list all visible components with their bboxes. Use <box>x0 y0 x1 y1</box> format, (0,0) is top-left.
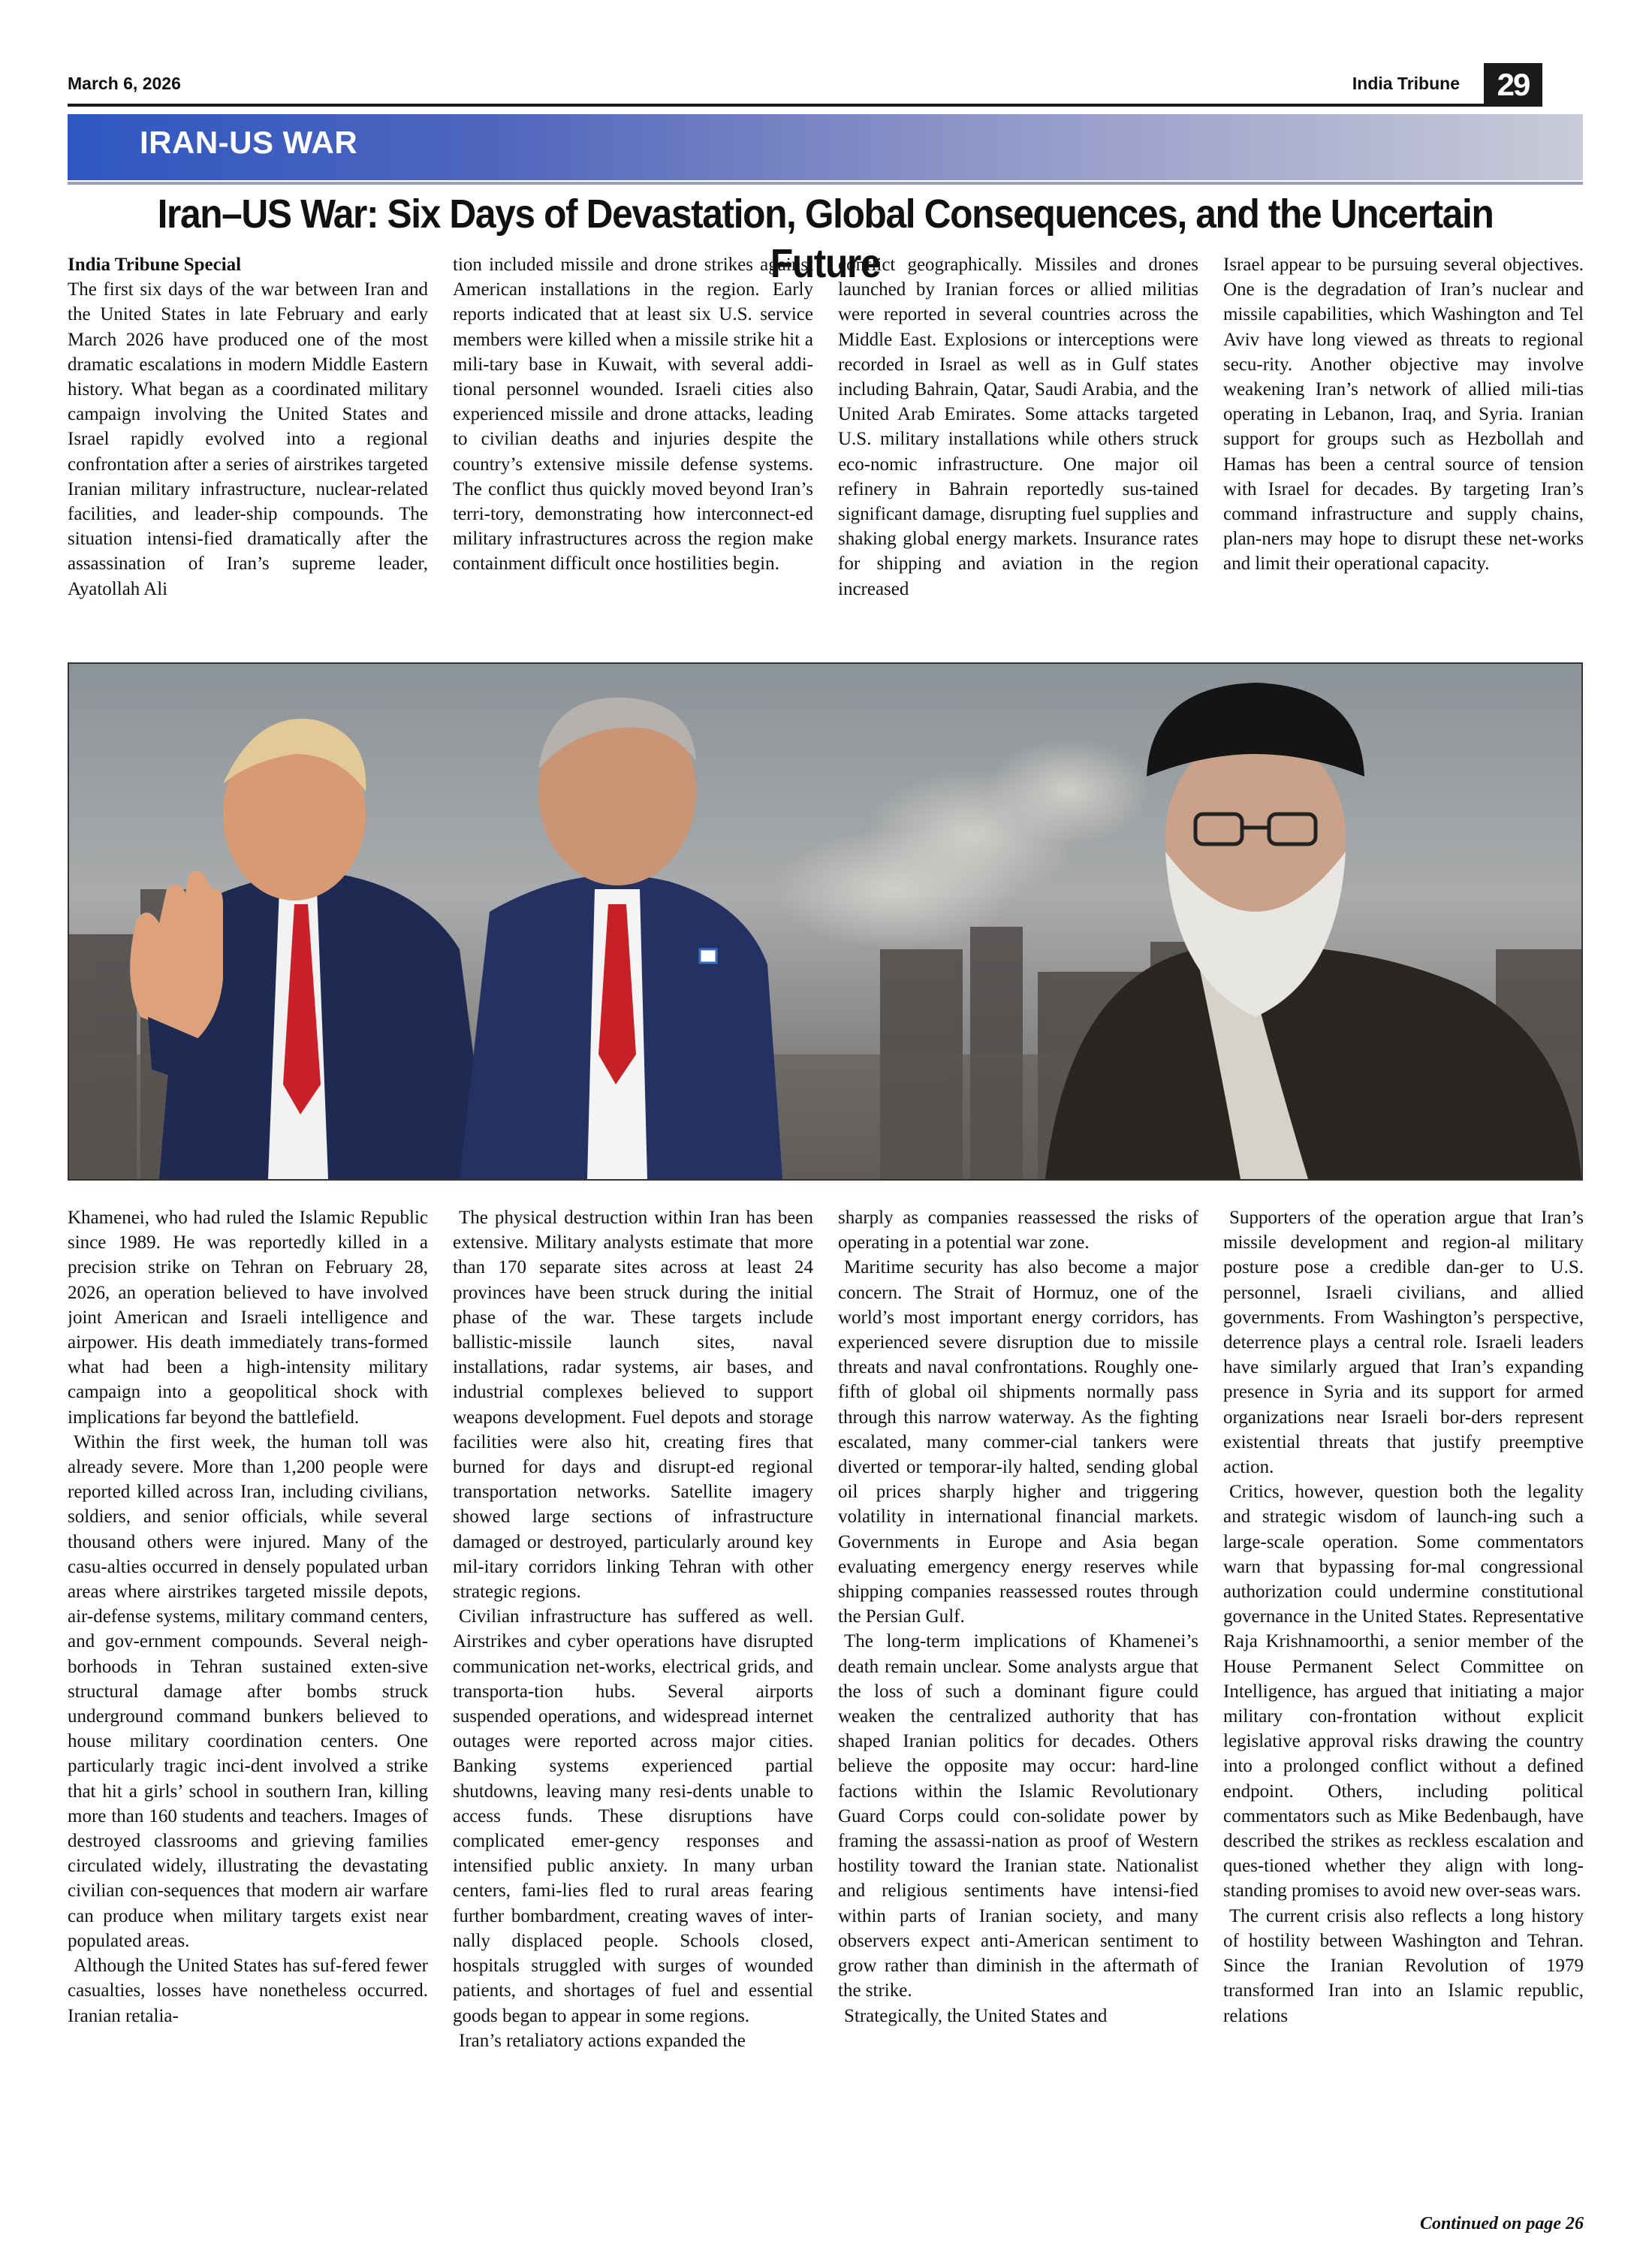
publication-name: India Tribune <box>1352 74 1460 93</box>
paragraph: The current crisis also reflects a long history of hostility between Washington and Tehran. Since the Iranian Revolution of 1979 transformed Iran into an Islamic republic, relations <box>1223 1905 1584 2026</box>
article-column-bottom-4 <box>1223 1205 1584 2227</box>
paragraph: Israel appear to be pursuing several objectives. One is the degradation of Iran’s nuclear and missile capabilities, which Washington and Tel Aviv have long viewed as threats to regional secu-rity. Another objective may involve weakening Iran’s network of allied mili-tias operating in Lebanon, Iraq, and Syria. Iranian support for groups such as Hezbollah and Hamas has been a central source of tension with Israel for decades. By targeting Iran’s command infrastructure and supply chains, plan-ners may hope to disrupt these net-works and limit their operational capacity. <box>1223 255 1584 575</box>
section-banner <box>68 114 1583 180</box>
paragraph: The first six days of the war between Iran and the United States in late February and early March 2026 have produced one of the most dramatic escalations in modern Middle Eastern history. What began as a coordinated military campaign involving the United States and Israel rapidly evolved into a regional confrontation after a series of airstrikes targeted Iranian military infrastructure, nuclear-related facilities, and leader-ship compounds. The situation intensi-fied dramatically after the assassination of Iran’s supreme leader, Ayatollah Ali <box>68 279 428 599</box>
continued-notice[interactable]: Continued on page 26 <box>1419 2214 1584 2233</box>
byline: India Tribune Special <box>68 255 242 275</box>
article-column-top-2 <box>453 252 813 658</box>
paragraph: Khamenei, who had ruled the Islamic Republic since 1989. He was reportedly killed in a precision strike on Tehran on February 28, 2026, an operation believed to have involved joint American and Israeli intelligence and airpower. His death immediately trans-formed what had been a high-intensity military campaign into a geopolitical shock with implications far beyond the battlefield. <box>68 1208 428 1428</box>
paragraph: Within the first week, the human toll was already severe. More than 1,200 people were reported killed across Iran, including civilians, soldiers, and senior officials, while several thousand others were injured. Many of the casu-alties occurred in densely populated urban areas where airstrikes targeted missile depots, air-defense systems, military command centers, and gov-ernment compounds. Several neigh-borhoods in Tehran sustained exten-sive structural damage after bombs struck underground command bunkers believed to house military coordination centers. One particularly tragic inci-dent involved a strike that hit a girls’ school in southern Iran, killing more than 160 students and teachers. Images of destroyed classrooms and grieving families circulated widely, illustrating the devastating civilian con-sequences that modern air warfare can produce when military targets exist near populated areas. <box>68 1431 428 1951</box>
paragraph: Strategically, the United States and <box>844 2005 1108 2026</box>
article-column-bottom-2 <box>453 1205 813 2227</box>
paragraph: Maritime security has also become a major concern. The Strait of Hormuz, one of the world’s most important energy corridors, has experienced severe disruption due to missile threats and naval confrontations. Roughly one-fifth of global oil shipments normally pass through this narrow waterway. As the fighting escalated, many commer-cial tankers were diverted or temporar-ily halted, sending global oil prices sharply higher and triggering volatility in international financial markets. Governments in Europe and Asia began evaluating emergency energy reserves while shipping companies reassessed routes through the Persian Gulf. <box>838 1257 1198 1627</box>
paragraph: Supporters of the operation argue that Iran’s missile development and region-al military posture pose a credible dan-ger to U.S. personnel, Israeli civilians, and allied governments. From Washington’s perspective, deterrence plays a central role. Israeli leaders have similarly argued that Iran’s expanding presence in Syria and its support for armed organizations near Israeli bor-ders represent existential threats that justify preemptive action. <box>1223 1208 1584 1478</box>
section-label: IRAN-US WAR <box>140 125 358 160</box>
article-column-top-3 <box>838 252 1198 658</box>
article-photo <box>68 662 1583 1181</box>
paragraph: The physical destruction within Iran has been extensive. Military analysts estimate that more than 170 separate sites across at least 24 provinces have been struck during the initial phase of the war. These targets include ballistic-missile launch sites, naval installations, radar systems, air bases, and industrial complexes believed to support weapons development. Fuel depots and storage facilities were also hit, creating fires that burned for days and disrupt-ed regional transportation networks. Satellite imagery showed large sections of infrastructure damaged or destroyed, particularly around key mil-itary corridors linking Tehran with other strategic regions. <box>453 1208 813 1603</box>
article-column-top-1 <box>68 252 428 658</box>
photo-three-leaders-icon <box>69 664 1581 1179</box>
paragraph: sharply as companies reassessed the risks of operating in a potential war zone. <box>838 1208 1198 1253</box>
headline: Iran–US War: Six Days of Devastation, Global Consequences, and the Uncertain Future <box>157 192 1494 286</box>
article-column-bottom-3 <box>838 1205 1198 2227</box>
issue-date: March 6, 2026 <box>68 74 181 93</box>
paragraph: Civilian infrastructure has suffered as well. Airstrikes and cyber operations have disrupted communication net-works, electrical grids, and transporta-tion hubs. Several airports suspended operations, and widespread internet outages were reported across major cities. Banking systems experienced partial shutdowns, leaving many resi-dents unable to access funds. These disruptions have complicated emer-gency responses and intensified public anxiety. In many urban centers, fami-lies fled to rural areas fearing further bombardment, creating waves of inter-nally displaced people. Schools closed, hospitals struggled with surges of wounded patients, and shortages of fuel and essential goods began to appear in some regions. <box>453 1606 813 2026</box>
paragraph: Iran’s retaliatory actions expanded the <box>459 2030 746 2051</box>
page-number: 29 <box>1484 63 1542 107</box>
article-column-top-4 <box>1223 252 1584 658</box>
banner-underline <box>68 182 1583 185</box>
page-header <box>68 69 1542 102</box>
header-rule <box>68 104 1542 107</box>
paragraph: conflict geographically. Missiles and drones launched by Iranian forces or allied militias were reported in several countries across the Middle East. Explosions or interceptions were recorded in Israel as well as in Gulf states including Bahrain, Qatar, Saudi Arabia, and the United Arab Emirates. Some attacks targeted U.S. military installations while others struck eco-nomic infrastructure. One major oil refinery in Bahrain reportedly sus-tained significant damage, disrupting fuel supplies and shaking global energy markets. Insurance rates for shipping and aviation in the region increased <box>838 255 1198 599</box>
paragraph: tion included missile and drone strikes against American installations in the region. Early reports indicated that at least six U.S. service members were killed when a missile strike hit a mili-tary base in Kuwait, with several addi-tional personnel wounded. Israeli cities also experienced missile and drone attacks, leading to civilian deaths and injuries despite the country’s extensive missile defense systems. The conflict thus quickly moved beyond Iran’s terri-tory, demonstrating how interconnect-ed military infrastructures across the region make containment difficult once hostilities begin. <box>453 255 813 575</box>
paragraph: Critics, however, question both the legality and strategic wisdom of launch-ing such a large-scale operation. Some commentators warn that bypassing for-mal congressional authorization could undermine constitutional governance in the United States. Representative Raja Krishnamoorthi, a senior member of the House Permanent Select Committee on Intelligence, has argued that initiating a major military con-frontation without explicit legislative approval risks drawing the country into a prolonged conflict without a defined endpoint. Others, including political commentators such as Mike Bedenbaugh, have described the strikes as reckless escalation and ques-tioned whether they align with long-standing promises to avoid new over-seas wars. <box>1223 1482 1584 1902</box>
paragraph: The long-term implications of Khamenei’s death remain unclear. Some analysts argue that the loss of such a dominant figure could weaken the centralized authority that has shaped Iranian politics for decades. Others believe the opposite may occur: hard-line factions within the Islamic Revolutionary Guard Corps could con-solidate power by framing the assassi-nation as proof of Western hostility toward the Iranian state. Nationalist and religious sentiments have intensi-fied within parts of Iranian society, and many observers expect anti-American sentiment to grow rather than diminish in the aftermath of the strike. <box>838 1631 1198 2001</box>
paragraph: Although the United States has suf-fered fewer casualties, losses have nonetheless occurred. Iranian retalia- <box>68 1956 428 2026</box>
article-column-bottom-1 <box>68 1205 428 2227</box>
